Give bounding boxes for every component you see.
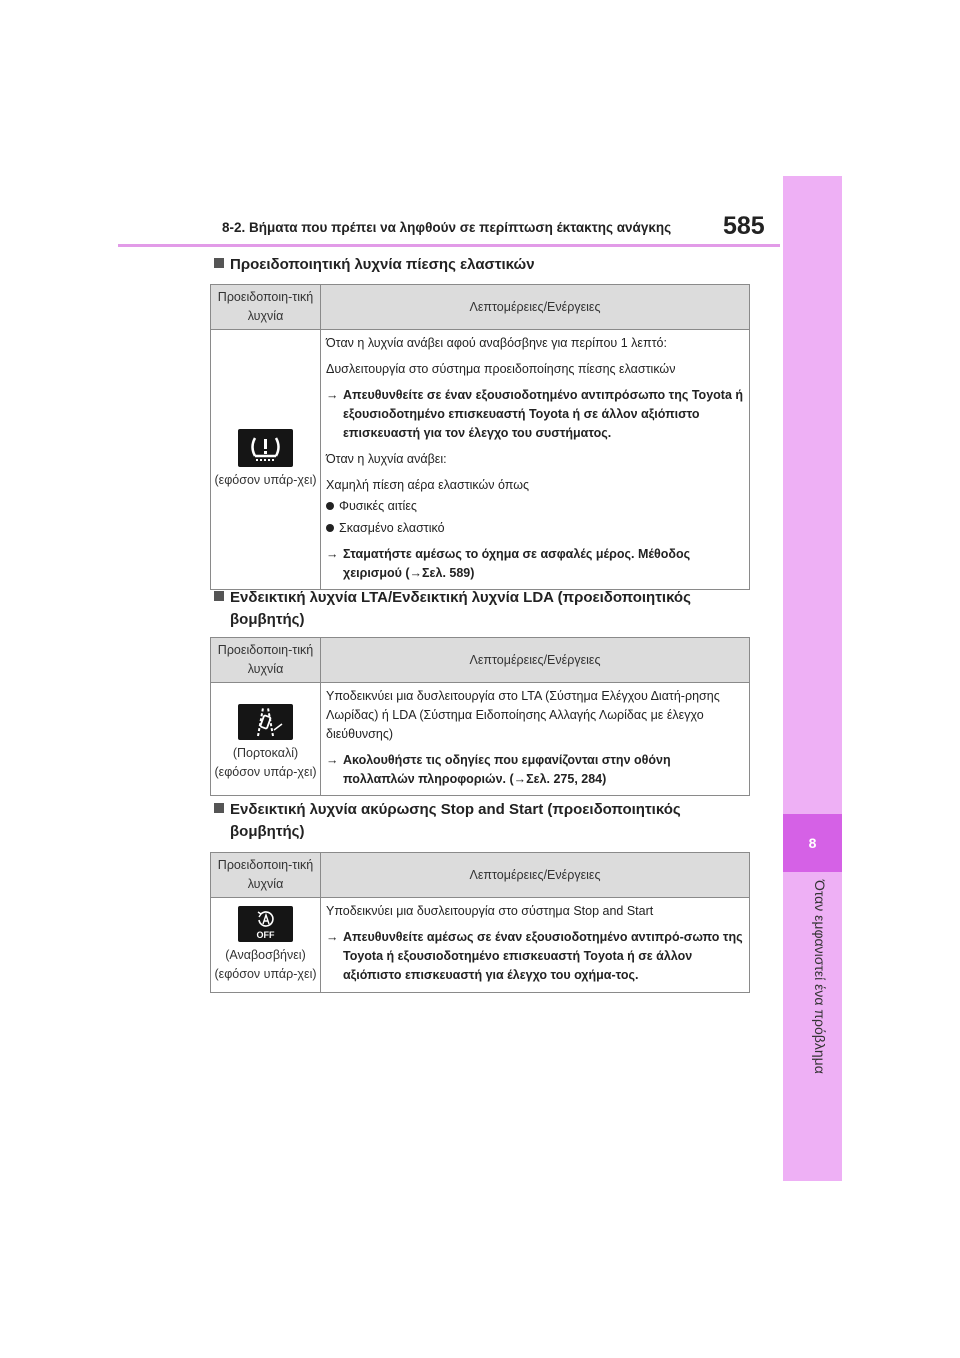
bullet-dot-icon (326, 524, 334, 532)
lamp-caption: (εφόσον υπάρ-χει) (214, 473, 317, 487)
stop-start-off-icon (238, 906, 293, 942)
column-header-lamp: Προειδοποιη-τική λυχνία (211, 638, 321, 683)
detail-text: Υποδεικνύει μια δυσλειτουργία στο LTA (Σύστημα Ελέγχου Διατή-ρησης Λωρίδας) ή LDA (Σύστημα Ειδοποίησης Αλλαγής Λωρίδας με έλεγχο διεύθυνσης) (326, 689, 720, 741)
column-header-lamp: Προειδοποιη-τική λυχνία (211, 853, 321, 898)
svg-text:OFF: OFF (256, 930, 275, 940)
running-header: 8-2. Βήματα που πρέπει να ληφθούν σε περίπτωση έκτακτης ανάγκης (222, 220, 672, 235)
header-divider (118, 244, 780, 247)
lamp-cell (211, 898, 321, 993)
detail-text: Όταν η λυχνία ανάβει αφού αναβόσβηνε για περίπου 1 λεπτό: (326, 336, 667, 350)
page-number: 585 (723, 212, 765, 240)
section-bullet-square (214, 591, 224, 601)
action-line (326, 751, 743, 789)
lamp-caption-color: (Πορτοκαλί) (232, 746, 299, 760)
details-cell (321, 683, 750, 796)
lamp-cell (211, 330, 321, 590)
lamp-caption-state: (Αναβοσβήνει) (225, 948, 306, 962)
section-heading-stop-start: Ενδεικτική λυχνία ακύρωσης Stop and Start (προειδοποιητικός βομβητής) (214, 799, 681, 843)
chapter-title-vertical: Όταν εμφανιστεί ένα πρόβλημα (812, 880, 828, 1074)
arrow-icon: → (326, 930, 339, 944)
detail-text: Χαμηλή πίεση αέρα ελαστικών όπως (326, 478, 529, 492)
detail-text: Όταν η λυχνία ανάβει: (326, 452, 447, 466)
warning-table-stop-start (210, 852, 750, 993)
column-header-lamp: Προειδοποιη-τική λυχνία (211, 285, 321, 330)
column-header-details: Λεπτομέρειες/Ενέργειες (321, 638, 750, 683)
warning-table-lta-lda (210, 637, 750, 796)
action-line (326, 545, 743, 583)
detail-text: Υποδεικνύει μια δυσλειτουργία στο σύστημα Stop and Start (326, 904, 654, 918)
detail-text: Δυσλειτουργία στο σύστημα προειδοποίησης πίεσης ελαστικών (326, 362, 676, 376)
section-bullet-square (214, 803, 224, 813)
bullet-item: Σκασμένο ελαστικό (326, 519, 743, 538)
lamp-cell (211, 683, 321, 796)
action-line (326, 928, 743, 985)
details-cell (321, 330, 750, 590)
section-heading-lta-lda: Ενδεικτική λυχνία LTA/Ενδεικτική λυχνία LDA (προειδοποιητικός βομβητής) (214, 587, 691, 631)
column-header-details: Λεπτομέρειες/Ενέργειες (321, 853, 750, 898)
lamp-caption: (εφόσον υπάρ-χει) (214, 765, 317, 779)
chapter-number-box: 8 (783, 814, 842, 872)
bullet-item: Φυσικές αιτίες (326, 497, 743, 516)
bullet-dot-icon (326, 502, 334, 510)
tire-pressure-warning-icon (238, 429, 293, 467)
warning-table-tire-pressure (210, 284, 750, 590)
section-bullet-square (214, 258, 224, 268)
lamp-caption: (εφόσον υπάρ-χει) (214, 967, 317, 981)
arrow-icon: → (326, 753, 339, 767)
lane-assist-warning-icon (238, 704, 293, 740)
action-text: Απευθυνθείτε σε έναν εξουσιοδοτημένο αντιπρόσωπο της Toyota ή εξουσιοδοτημένο επισκευαστή Toyota ή σε άλλον αξιόπιστο επισκευαστή για τον έλεγχο του συστήματος. (343, 388, 743, 440)
arrow-icon: → (326, 547, 339, 561)
action-text: Σταματήστε αμέσως το όχημα σε ασφαλές μέρος. Μέθοδος χειρισμού (→Σελ. 589) (343, 547, 691, 580)
action-line (326, 386, 743, 443)
action-text: Ακολουθήστε τις οδηγίες που εμφανίζονται στην οθόνη πολλαπλών πληροφοριών. (→Σελ. 275, 284) (343, 753, 671, 786)
section-heading-tire-pressure: Προειδοποιητική λυχνία πίεσης ελαστικών (214, 254, 535, 276)
action-text: Απευθυνθείτε αμέσως σε έναν εξουσιοδοτημένο αντιπρό-σωπο της Toyota ή εξουσιοδοτημένο επισκευαστή Toyota ή σε άλλον αξιόπιστο επισκευαστή για έλεγχο του οχήμα-τος. (343, 930, 743, 982)
arrow-icon: → (326, 388, 339, 402)
column-header-details: Λεπτομέρειες/Ενέργειες (321, 285, 750, 330)
details-cell (321, 898, 750, 993)
